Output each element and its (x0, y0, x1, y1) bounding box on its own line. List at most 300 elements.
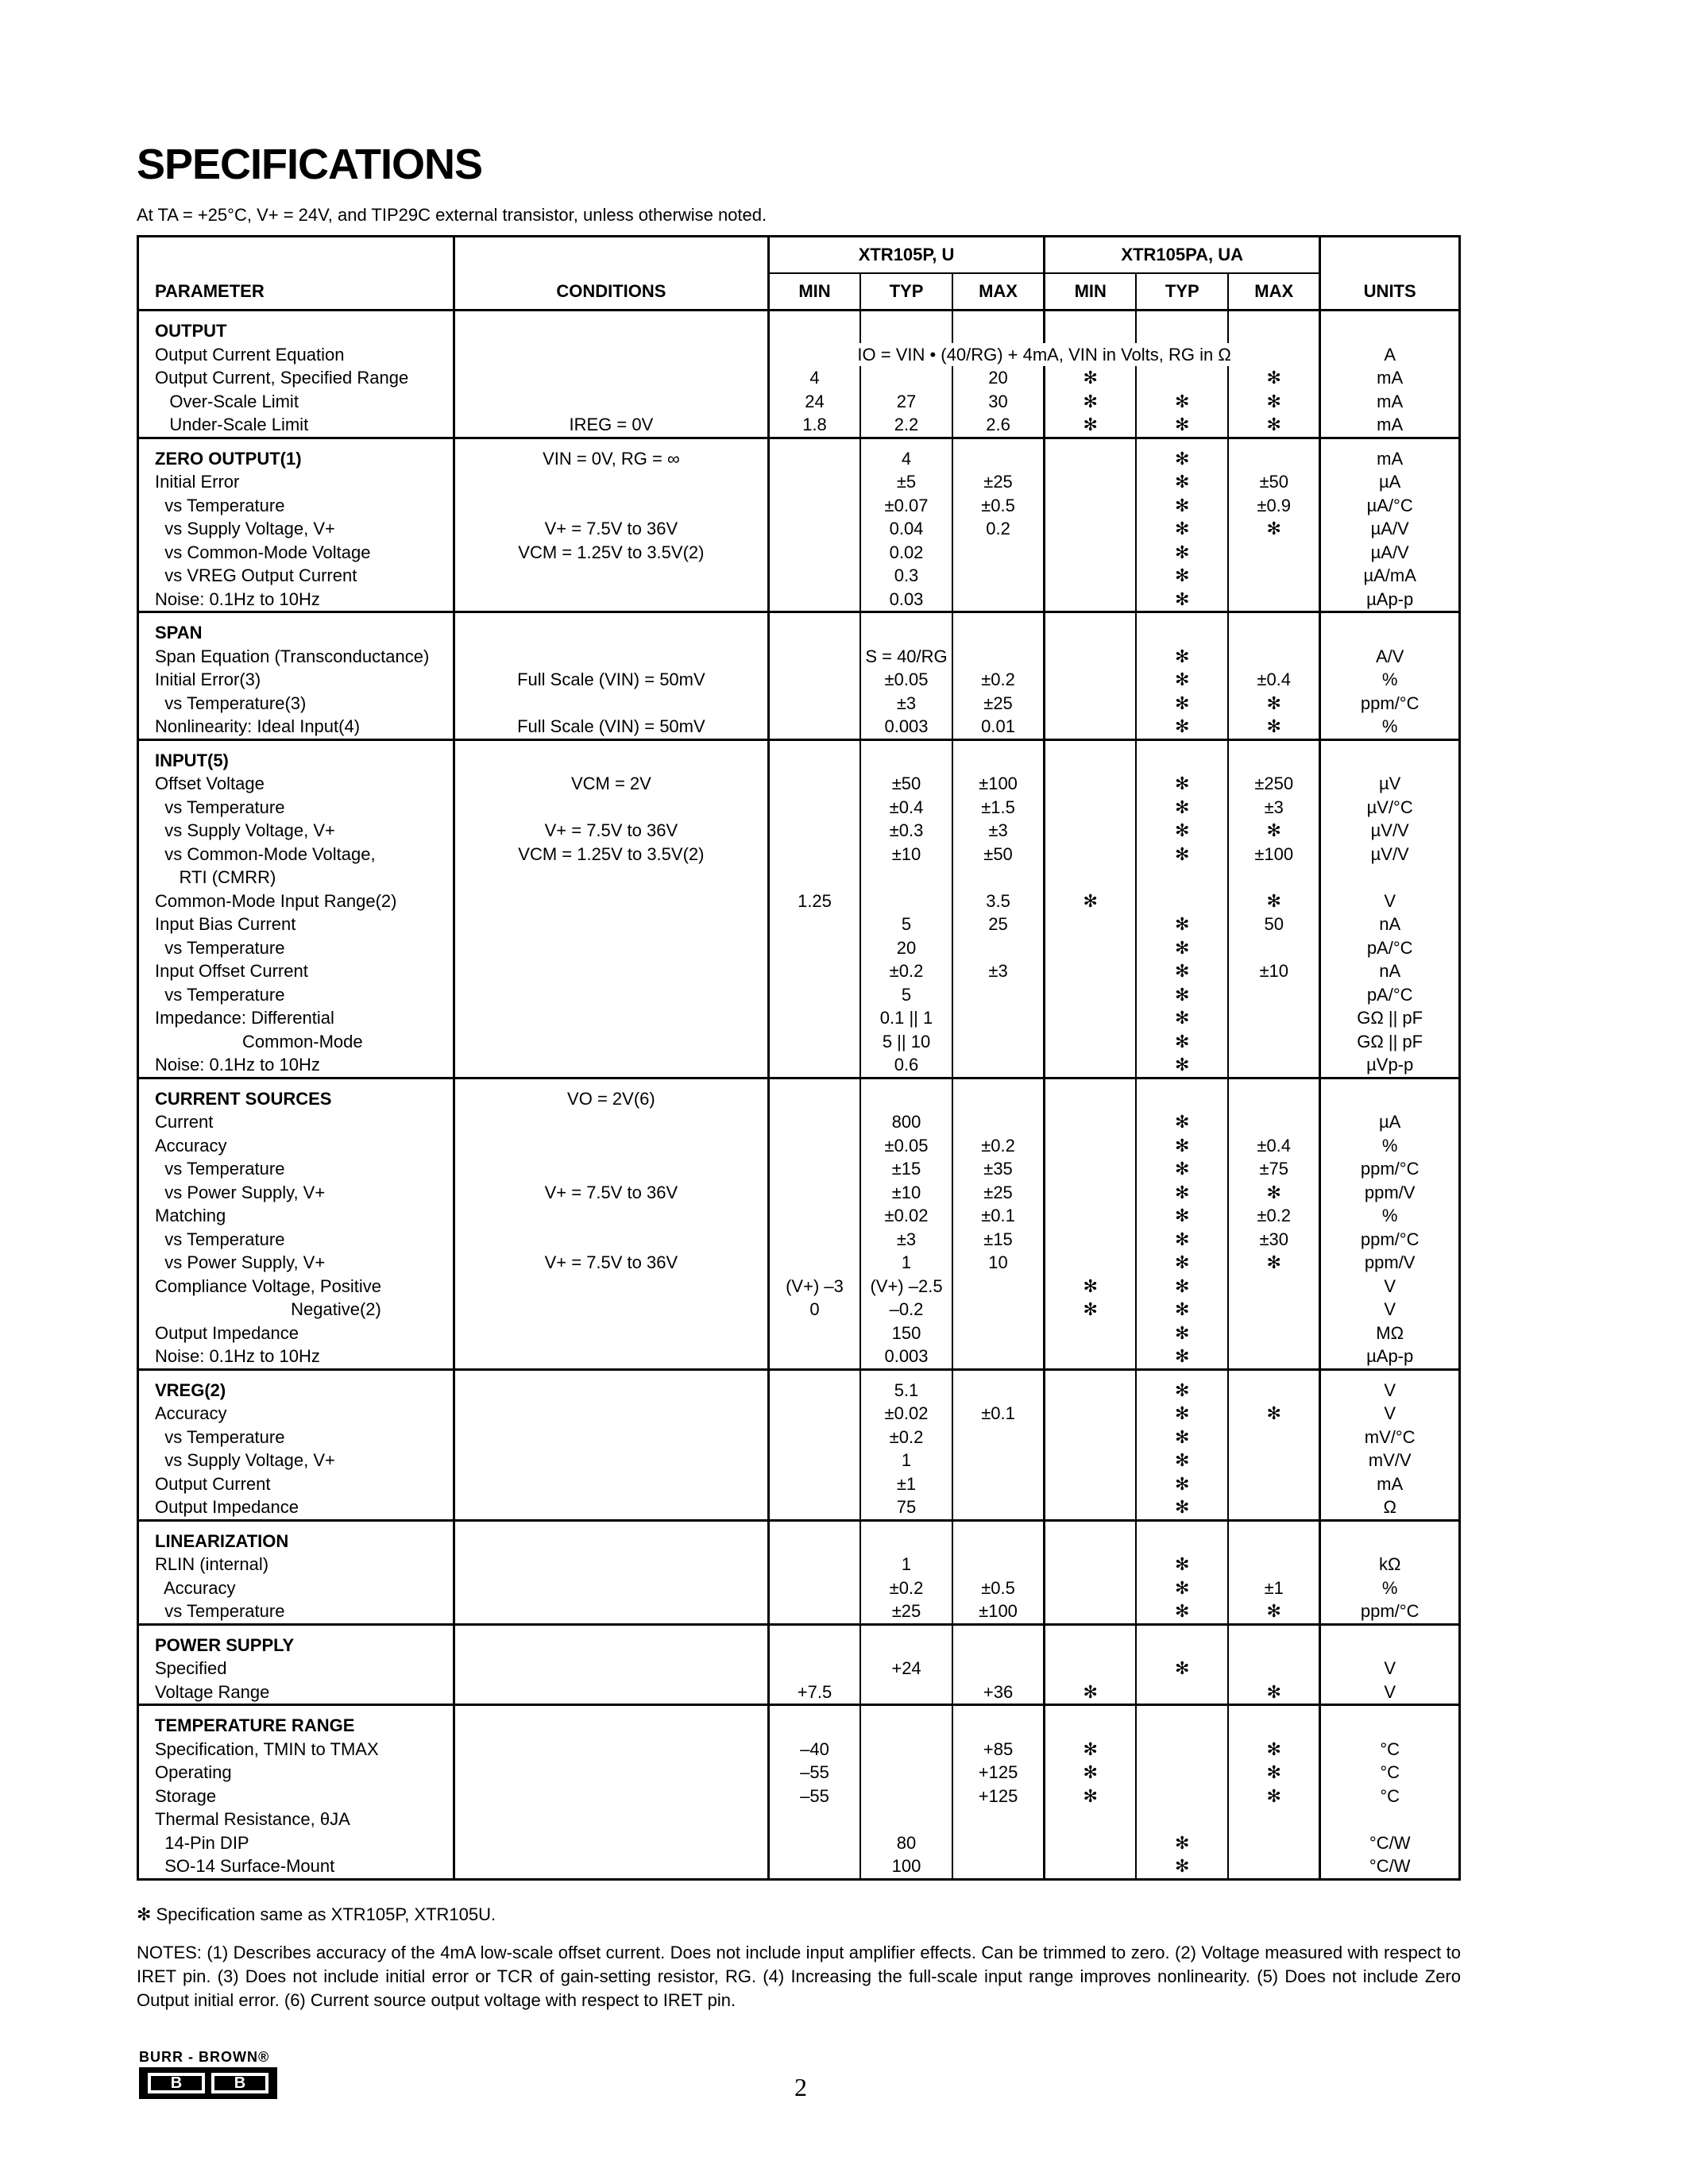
max-cell: 2.6 (952, 413, 1045, 438)
spec-row (138, 796, 1460, 820)
min-cell: ✻ (1045, 413, 1137, 438)
typ-cell: ✻ (1136, 1854, 1228, 1879)
spec-row (138, 311, 1460, 343)
typ-cell: ✻ (1136, 1495, 1228, 1520)
min-cell: ✻ (1045, 1298, 1137, 1322)
footnote: ✻ Specification same as XTR105P, XTR105U. (137, 1904, 496, 1924)
min-cell: 0 (768, 1298, 860, 1322)
min-cell (1045, 1449, 1137, 1472)
conditions-cell (454, 1275, 768, 1298)
parameter-cell: Output Current (138, 1472, 454, 1496)
parameter-cell: Initial Error (138, 470, 454, 494)
max-cell (1228, 1053, 1320, 1078)
units-cell: V (1320, 1369, 1460, 1402)
units-cell: % (1320, 1204, 1460, 1228)
conditions-cell (454, 470, 768, 494)
typ-cell (1136, 1761, 1228, 1785)
max-cell: ±3 (952, 959, 1045, 983)
min-cell (1045, 1030, 1137, 1054)
typ-cell (860, 1808, 952, 1831)
units-cell (1320, 739, 1460, 772)
spec-row (138, 645, 1460, 669)
typ-cell (860, 1624, 952, 1657)
conditions-cell: Full Scale (VIN) = 50mV (454, 668, 768, 692)
conditions-cell (454, 1157, 768, 1181)
max-cell (952, 1006, 1045, 1030)
min-cell (1045, 1402, 1137, 1426)
max-cell: +125 (952, 1785, 1045, 1808)
max-cell (1228, 1369, 1320, 1402)
min-cell (1045, 1181, 1137, 1205)
parameter-cell: Accuracy (138, 1134, 454, 1158)
max-cell (952, 1275, 1045, 1298)
conditions-cell (454, 645, 768, 669)
spec-row (138, 1204, 1460, 1228)
min-cell (768, 612, 860, 645)
typ-cell (1136, 612, 1228, 645)
parameter-cell: Negative(2) (138, 1298, 454, 1322)
min-cell (1045, 1078, 1137, 1110)
min-cell (768, 470, 860, 494)
parameter-cell: Input Offset Current (138, 959, 454, 983)
spec-row (138, 889, 1460, 913)
min-cell (1045, 612, 1137, 645)
max-cell (952, 541, 1045, 565)
spec-row (138, 494, 1460, 518)
typ-cell: 5 (860, 913, 952, 936)
typ-cell: ✻ (1136, 1298, 1228, 1322)
spec-row (138, 1808, 1460, 1831)
typ-cell: ✻ (1136, 438, 1228, 470)
typ-cell: ±0.2 (860, 1576, 952, 1600)
max-cell (1228, 1298, 1320, 1322)
min-header: MIN (768, 273, 860, 311)
conditions-cell (454, 1705, 768, 1738)
typ-cell: ±5 (860, 470, 952, 494)
parameter-cell: RLIN (internal) (138, 1553, 454, 1576)
units-cell: A/V (1320, 645, 1460, 669)
min-cell (1045, 1134, 1137, 1158)
conditions-cell (454, 1110, 768, 1134)
parameter-cell: Matching (138, 1204, 454, 1228)
max-cell (1228, 1520, 1320, 1553)
min-cell (768, 1006, 860, 1030)
min-cell (1045, 517, 1137, 541)
spec-row (138, 1520, 1460, 1553)
typ-cell: ✻ (1136, 1157, 1228, 1181)
parameter-cell: SPAN (138, 612, 454, 645)
units-cell: ppm/°C (1320, 1228, 1460, 1252)
spec-row (138, 819, 1460, 843)
units-cell: µV/V (1320, 843, 1460, 866)
parameter-cell: Accuracy (138, 1402, 454, 1426)
spec-row (138, 739, 1460, 772)
parameter-cell: Common-Mode Input Range(2) (138, 889, 454, 913)
min-cell (768, 1657, 860, 1680)
parameter-cell: vs Temperature (138, 936, 454, 960)
subtitle: At TA = +25°C, V+ = 24V, and TIP29C external transistor, unless otherwise noted. (137, 205, 767, 225)
typ-cell: ✻ (1136, 494, 1228, 518)
min-cell (1045, 913, 1137, 936)
units-cell (1320, 866, 1460, 889)
spec-row (138, 1680, 1460, 1705)
spec-row (138, 959, 1460, 983)
max-cell (1228, 612, 1320, 645)
min-cell (768, 819, 860, 843)
min-cell (1045, 1624, 1137, 1657)
units-cell: µA (1320, 1110, 1460, 1134)
max-cell (1228, 541, 1320, 565)
conditions-cell (454, 1785, 768, 1808)
min-cell: ✻ (1045, 1785, 1137, 1808)
min-cell: –40 (768, 1738, 860, 1761)
min-cell (1045, 588, 1137, 612)
spec-row (138, 936, 1460, 960)
max-cell: ±250 (1228, 772, 1320, 796)
spec-row (138, 1553, 1460, 1576)
spec-row (138, 983, 1460, 1007)
spec-row (138, 1030, 1460, 1054)
typ-cell: ✻ (1136, 1322, 1228, 1345)
min-cell (1045, 1808, 1137, 1831)
min-cell (768, 1705, 860, 1738)
min-cell: IO = VIN • (40/RG) + 4mA, VIN in Volts, RG in Ω (768, 343, 1319, 367)
min-cell (768, 1495, 860, 1520)
conditions-cell (454, 1738, 768, 1761)
typ-cell (1136, 1705, 1228, 1738)
typ-cell (860, 612, 952, 645)
units-cell: pA/°C (1320, 983, 1460, 1007)
conditions-cell (454, 564, 768, 588)
conditions-cell (454, 1808, 768, 1831)
max-cell (1228, 1808, 1320, 1831)
conditions-cell (454, 1298, 768, 1322)
max-cell (1228, 1345, 1320, 1369)
conditions-cell (454, 1426, 768, 1449)
typ-cell: ±50 (860, 772, 952, 796)
min-cell (768, 1345, 860, 1369)
max-cell: ±3 (1228, 796, 1320, 820)
conditions-cell (454, 1761, 768, 1785)
typ-cell: ✻ (1136, 390, 1228, 414)
min-cell (768, 1576, 860, 1600)
min-cell (1045, 1322, 1137, 1345)
typ-cell: ✻ (1136, 1251, 1228, 1275)
min-cell (768, 1553, 860, 1576)
typ-cell (860, 1520, 952, 1553)
min-cell: ✻ (1045, 1680, 1137, 1705)
typ-cell: ±0.3 (860, 819, 952, 843)
units-cell: µA/V (1320, 541, 1460, 565)
min-cell (768, 913, 860, 936)
max-cell: ±25 (952, 692, 1045, 716)
min-cell: 4 (768, 366, 860, 390)
max-header: MAX (952, 273, 1045, 311)
parameter-cell: vs Common-Mode Voltage, (138, 843, 454, 866)
typ-cell: 5.1 (860, 1369, 952, 1402)
typ-cell (860, 889, 952, 913)
parameter-cell: vs Temperature (138, 796, 454, 820)
max-cell: ±3 (952, 819, 1045, 843)
max-cell (1228, 1705, 1320, 1738)
units-cell: µV (1320, 772, 1460, 796)
min-cell (768, 1134, 860, 1158)
max-cell (952, 564, 1045, 588)
conditions-cell (454, 1495, 768, 1520)
typ-cell (1136, 1738, 1228, 1761)
min-cell (1045, 311, 1137, 343)
min-cell (1045, 470, 1137, 494)
typ-cell: ✻ (1136, 1426, 1228, 1449)
max-cell (1228, 645, 1320, 669)
typ-cell: ✻ (1136, 1576, 1228, 1600)
units-cell (1320, 1808, 1460, 1831)
parameter-cell: Output Impedance (138, 1322, 454, 1345)
units-cell: V (1320, 1680, 1460, 1705)
min-cell (1045, 1251, 1137, 1275)
parameter-cell: RTI (CMRR) (138, 866, 454, 889)
max-cell (952, 1624, 1045, 1657)
max-cell: ✻ (1228, 366, 1320, 390)
units-cell: µV/°C (1320, 796, 1460, 820)
min-cell (768, 1030, 860, 1054)
max-cell (952, 1808, 1045, 1831)
min-cell: ✻ (1045, 390, 1137, 414)
typ-cell: ±15 (860, 1157, 952, 1181)
max-cell: ±100 (1228, 843, 1320, 866)
typ-cell: ±3 (860, 1228, 952, 1252)
spec-row (138, 1369, 1460, 1402)
units-cell: V (1320, 1275, 1460, 1298)
max-cell: ±1 (1228, 1576, 1320, 1600)
parameter-cell: Impedance: Differential (138, 1006, 454, 1030)
units-cell: ppm/°C (1320, 1157, 1460, 1181)
max-cell (952, 1078, 1045, 1110)
parameter-cell: vs Power Supply, V+ (138, 1251, 454, 1275)
spec-row (138, 588, 1460, 612)
typ-cell (1136, 1520, 1228, 1553)
min-cell (1045, 1426, 1137, 1449)
conditions-cell (454, 1053, 768, 1078)
min-cell (768, 1520, 860, 1553)
min-cell (768, 1110, 860, 1134)
spec-row (138, 1854, 1460, 1879)
parameter-cell: Output Impedance (138, 1495, 454, 1520)
min-cell (1045, 1345, 1137, 1369)
min-cell (1045, 1495, 1137, 1520)
conditions-cell (454, 1228, 768, 1252)
units-cell (1320, 1078, 1460, 1110)
conditions-cell (454, 1553, 768, 1576)
typ-cell: 0.003 (860, 1345, 952, 1369)
min-cell (768, 1449, 860, 1472)
units-cell: µAp-p (1320, 588, 1460, 612)
min-cell (768, 1402, 860, 1426)
max-cell: 50 (1228, 913, 1320, 936)
typ-cell: 150 (860, 1322, 952, 1345)
min-cell (1045, 796, 1137, 820)
spec-row (138, 413, 1460, 438)
min-cell (768, 588, 860, 612)
conditions-cell (454, 1657, 768, 1680)
max-cell: ✻ (1228, 1785, 1320, 1808)
typ-cell: 800 (860, 1110, 952, 1134)
max-cell: ±15 (952, 1228, 1045, 1252)
typ-cell: 0.003 (860, 715, 952, 739)
conditions-cell: VO = 2V(6) (454, 1078, 768, 1110)
max-cell: ±10 (1228, 959, 1320, 983)
max-cell (952, 1053, 1045, 1078)
spec-row (138, 913, 1460, 936)
spec-row (138, 1657, 1460, 1680)
typ-cell (860, 366, 952, 390)
conditions-cell (454, 1402, 768, 1426)
parameter-cell: Noise: 0.1Hz to 10Hz (138, 588, 454, 612)
min-cell (1045, 1053, 1137, 1078)
min-cell (768, 668, 860, 692)
min-cell: –55 (768, 1761, 860, 1785)
conditions-cell (454, 1134, 768, 1158)
typ-cell: ±0.2 (860, 959, 952, 983)
typ-cell (1136, 1624, 1228, 1657)
conditions-cell: V+ = 7.5V to 36V (454, 1251, 768, 1275)
min-cell (768, 692, 860, 716)
parameter-cell: Specification, TMIN to TMAX (138, 1738, 454, 1761)
typ-cell: S = 40/RG (860, 645, 952, 669)
conditions-cell (454, 913, 768, 936)
typ-cell (860, 866, 952, 889)
typ-cell: 100 (860, 1854, 952, 1879)
max-cell: +85 (952, 1738, 1045, 1761)
conditions-cell (454, 1680, 768, 1705)
max-cell: ✻ (1228, 1402, 1320, 1426)
max-cell (1228, 936, 1320, 960)
conditions-cell (454, 1322, 768, 1345)
min-cell (768, 1472, 860, 1496)
typ-cell: ✻ (1136, 541, 1228, 565)
min-cell (768, 564, 860, 588)
max-cell (1228, 564, 1320, 588)
min-cell (768, 959, 860, 983)
min-cell (768, 1251, 860, 1275)
min-cell (768, 1078, 860, 1110)
typ-cell: ✻ (1136, 1599, 1228, 1624)
typ-cell: ✻ (1136, 1030, 1228, 1054)
max-cell (952, 645, 1045, 669)
parameter-cell: Noise: 0.1Hz to 10Hz (138, 1345, 454, 1369)
notes: NOTES: (1) Describes accuracy of the 4mA low-scale offset current. Does not include input amplifier effects. Can be trimmed to zero. (2) Voltage measured with respect to IRET pin. (3) Does not include initial error or TCR of gain-setting resistor, RG. (4) Increasing the full-scale input range improves nonlinearity. (5) Does not include Zero Output initial error. (6) Current source output voltage with respect to IRET pin. (137, 1943, 1461, 2010)
min-cell: ✻ (1045, 889, 1137, 913)
typ-cell: ±0.4 (860, 796, 952, 820)
typ-cell: 0.04 (860, 517, 952, 541)
max-cell (1228, 1006, 1320, 1030)
parameter-cell: Noise: 0.1Hz to 10Hz (138, 1053, 454, 1078)
max-cell (952, 1657, 1045, 1680)
max-cell: ±0.9 (1228, 494, 1320, 518)
conditions-cell (454, 936, 768, 960)
typ-cell: ±0.02 (860, 1402, 952, 1426)
max-cell (952, 311, 1045, 343)
units-cell: mA (1320, 1472, 1460, 1496)
typ-cell: 27 (860, 390, 952, 414)
max-cell: ±25 (952, 470, 1045, 494)
max-cell (952, 588, 1045, 612)
units-cell: µVp-p (1320, 1053, 1460, 1078)
units-cell: °C (1320, 1761, 1460, 1785)
conditions-cell: VCM = 1.25V to 3.5V(2) (454, 843, 768, 866)
typ-cell: +24 (860, 1657, 952, 1680)
typ-cell: ✻ (1136, 692, 1228, 716)
spec-row (138, 1345, 1460, 1369)
spec-row (138, 692, 1460, 716)
units-cell: µA (1320, 470, 1460, 494)
units-cell: mA (1320, 438, 1460, 470)
units-cell: MΩ (1320, 1322, 1460, 1345)
parameter-cell: vs Temperature (138, 1228, 454, 1252)
min-cell (1045, 843, 1137, 866)
conditions-cell (454, 866, 768, 889)
max-cell (952, 739, 1045, 772)
min-cell (768, 1854, 860, 1879)
min-cell (768, 1599, 860, 1624)
typ-cell: ✻ (1136, 1369, 1228, 1402)
typ-cell (1136, 1808, 1228, 1831)
min-header-2: MIN (1045, 273, 1137, 311)
max-cell: ±0.2 (952, 1134, 1045, 1158)
typ-cell: 80 (860, 1831, 952, 1855)
min-cell (768, 843, 860, 866)
min-cell: ✻ (1045, 1738, 1137, 1761)
parameter-cell: Specified (138, 1657, 454, 1680)
conditions-cell: VCM = 1.25V to 3.5V(2) (454, 541, 768, 565)
units-cell: A (1320, 343, 1460, 367)
parameter-cell: 14-Pin DIP (138, 1831, 454, 1855)
group1-header: XTR105P, U (768, 237, 1044, 274)
max-cell (952, 1705, 1045, 1738)
conditions-cell (454, 983, 768, 1007)
min-cell (1045, 692, 1137, 716)
max-cell (952, 866, 1045, 889)
max-cell (952, 1298, 1045, 1322)
max-cell (1228, 1078, 1320, 1110)
min-cell (1045, 1369, 1137, 1402)
typ-cell: ±0.05 (860, 1134, 952, 1158)
typ-cell: 0.1 || 1 (860, 1006, 952, 1030)
min-cell (768, 311, 860, 343)
conditions-cell: V+ = 7.5V to 36V (454, 1181, 768, 1205)
typ-cell (1136, 366, 1228, 390)
min-cell (1045, 1599, 1137, 1624)
min-cell (1045, 1831, 1137, 1855)
typ-header: TYP (860, 273, 952, 311)
max-cell (1228, 1657, 1320, 1680)
typ-cell: ✻ (1136, 1053, 1228, 1078)
max-cell (952, 612, 1045, 645)
max-cell: ±100 (952, 1599, 1045, 1624)
max-cell (952, 1553, 1045, 1576)
typ-cell: ±10 (860, 1181, 952, 1205)
max-cell (1228, 1472, 1320, 1496)
max-cell: ✻ (1228, 1181, 1320, 1205)
typ-cell: 0.3 (860, 564, 952, 588)
typ-cell: ✻ (1136, 1345, 1228, 1369)
typ-cell: ✻ (1136, 772, 1228, 796)
max-cell: +125 (952, 1761, 1045, 1785)
parameter-cell: Input Bias Current (138, 913, 454, 936)
conditions-cell (454, 1204, 768, 1228)
units-cell: °C (1320, 1785, 1460, 1808)
min-cell (768, 1808, 860, 1831)
